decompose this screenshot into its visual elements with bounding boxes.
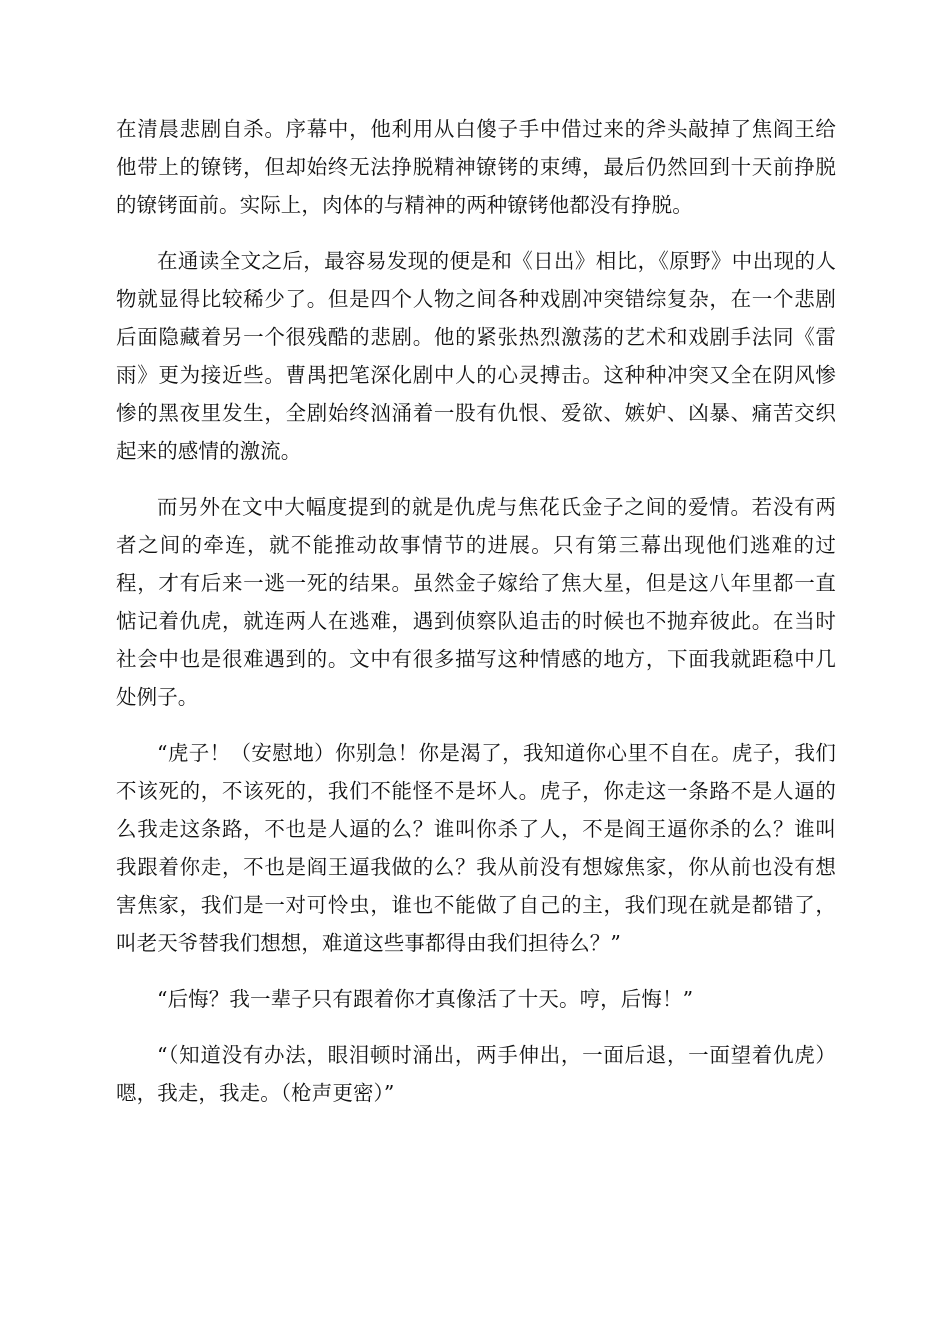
paragraph-1: 在清晨悲剧自杀。序幕中，他利用从白傻子手中借过来的斧头敲掉了焦阎王给他带上的镣铐，但却始终无法挣脱精神镣铐的束缚，最后仍然回到十天前挣脱的镣铐面前。实际上，肉体的与精神的两种镣铐他都没有挣脱。: [116, 117, 836, 217]
paragraph-3: 而另外在文中大幅度提到的就是仇虎与焦花氏金子之间的爱情。若没有两者之间的牵连，就不能推动故事情节的进展。只有第三幕出现他们逃难的过程，才有后来一逃一死的结果。虽然金子嫁给了焦大星，但是这八年里都一直惦记着仇虎，就连两人在逃难，遇到侦察队追击的时候也不抛弃彼此。在当时社会中也是很难遇到的。文中有很多描写这种情感的地方，下面我就距稳中几处例子。: [116, 495, 836, 709]
quote-paragraph-2: “后悔？我一辈子只有跟着你才真像活了十天。哼，后悔！”: [157, 987, 694, 1011]
quote-paragraph-3: “（知道没有办法，眼泪顿时涌出，两手伸出，一面后退，一面望着仇虎）嗯，我走，我走。（枪声更密）”: [116, 1043, 836, 1105]
paragraph-2: 在通读全文之后，最容易发现的便是和《日出》相比，《原野》中出现的人物就显得比较稀少了。但是四个人物之间各种戏剧冲突错综复杂，在一个悲剧后面隐藏着另一个很残酷的悲剧。他的紧张热烈激荡的艺术和戏剧手法同《雷雨》更为接近些。曹禺把笔深化剧中人的心灵搏击。这种种冲突又全在阴风惨惨的黑夜里发生，全剧始终汹涌着一股有仇恨、爱欲、嫉妒、凶暴、痛苦交织起来的感情的激流。: [116, 249, 836, 463]
document-body: [116, 110, 836, 1112]
quote-paragraph-1: “虎子！（安慰地）你别急！你是渴了，我知道你心里不自在。虎子，我们不该死的，不该死的，我们不能怪不是坏人。虎子，你走这一条路不是人逼的么我走这条路，不也是人逼的么？谁叫你杀了人，不是阎王逼你杀的么？谁叫我跟着你走，不也是阎王逼我做的么？我从前没有想嫁焦家，你从前也没有想害焦家，我们是一对可怜虫，谁也不能做了自己的主，我们现在就是都错了，叫老天爷替我们想想，难道这些事都得由我们担待么？”: [116, 741, 836, 955]
